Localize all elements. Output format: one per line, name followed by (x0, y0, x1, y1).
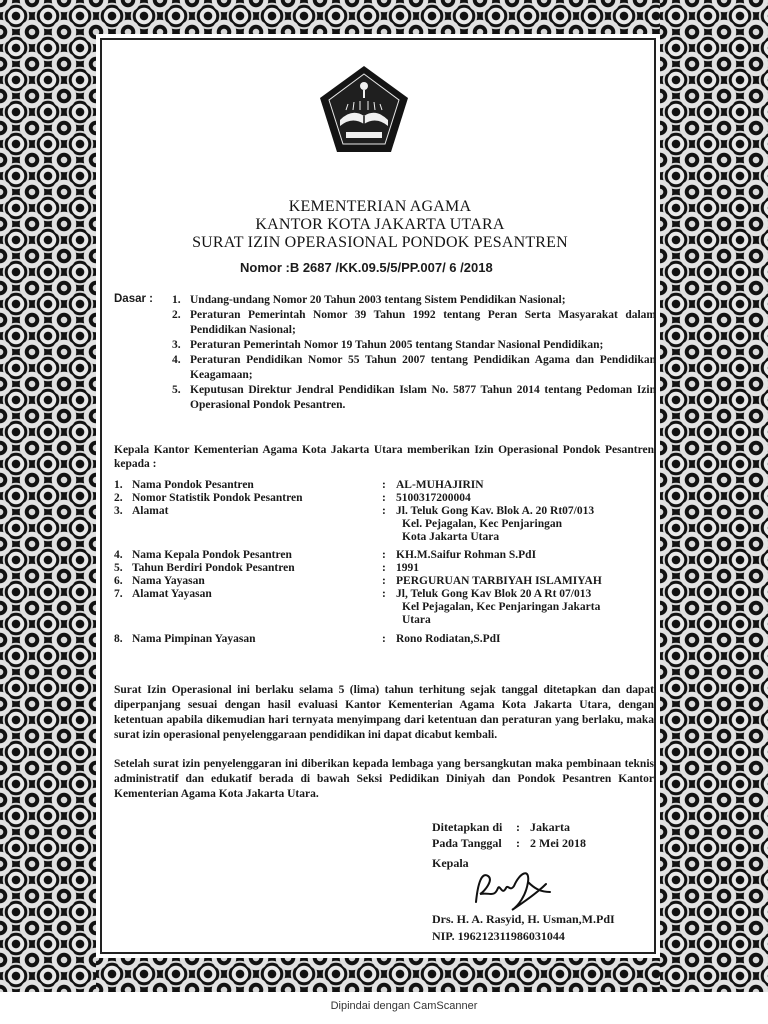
intro-paragraph: Kepala Kantor Kementerian Agama Kota Jakarta Utara memberikan Izin Operasional Pondok Pesantren kepada : (114, 444, 654, 470)
field-colon: : (382, 549, 386, 561)
field-number: 8. (114, 633, 123, 645)
address-line: Kel. Pejagalan, Kec Penjaringan (402, 518, 563, 530)
issued-date-row (432, 836, 586, 851)
field-number: 3. (114, 505, 123, 517)
field-label: Nama Kepala Pondok Pesantren (132, 549, 292, 561)
field-value: Rono Rodiatan,S.PdI (396, 633, 501, 645)
dasar-item-text: Peraturan Pemerintah Nomor 19 Tahun 2005 tentang Standar Nasional Pendidikan; (190, 339, 604, 351)
signatory-nip: NIP. 196212311986031044 (432, 929, 565, 943)
field-number: 7. (114, 588, 123, 600)
dasar-item (172, 308, 656, 338)
ornamental-border-bottom (0, 958, 768, 992)
field-label: Nama Pimpinan Yayasan (132, 633, 256, 645)
document-number: Nomor :B 2687 /KK.09.5/5/PP.007/ 6 /2018 (240, 260, 493, 275)
dasar-item-number: 3. (172, 339, 181, 351)
handwritten-signature (468, 862, 558, 914)
address-line: Kel Pejagalan, Kec Penjaringan Jakarta (402, 601, 601, 613)
field-label: Nama Yayasan (132, 575, 205, 587)
address-line: Kota Jakarta Utara (402, 531, 500, 543)
field-value (396, 505, 659, 544)
field-row (114, 575, 659, 588)
field-row (114, 549, 659, 562)
document-title: SURAT IZIN OPERASIONAL PONDOK PESANTREN (192, 234, 568, 251)
dasar-item (172, 293, 656, 308)
field-row (114, 492, 659, 505)
dasar-item (172, 338, 656, 353)
ornamental-border-right (660, 0, 768, 992)
dasar-item-number: 5. (172, 384, 181, 396)
dasar-item (172, 353, 656, 383)
field-value: AL-MUHAJIRIN (396, 479, 484, 491)
field-row (114, 588, 659, 627)
field-value: 5100317200004 (396, 492, 471, 504)
field-number: 6. (114, 575, 123, 587)
field-label: Nomor Statistik Pondok Pesantren (132, 492, 303, 504)
field-colon: : (382, 505, 386, 517)
dasar-item (172, 383, 656, 413)
field-colon: : (382, 562, 386, 574)
pesantren-details (114, 479, 659, 646)
ornamental-border-left (0, 0, 96, 992)
scanner-footer: Dipindai dengan CamScanner (330, 1000, 478, 1012)
dasar-item-number: 4. (172, 354, 181, 366)
field-value: 1991 (396, 562, 419, 574)
field-label: Alamat Yayasan (132, 588, 212, 600)
issued-at-value: Jakarta (530, 820, 570, 834)
dasar-item-text: Peraturan Pendidikan Nomor 55 Tahun 2007 tentang Pendidikan Agama dan Pendidikan Keagamaan; (190, 354, 656, 381)
field-colon: : (382, 479, 386, 491)
field-label: Alamat (132, 505, 169, 517)
field-value: KH.M.Saifur Rohman S.PdI (396, 549, 537, 561)
address-line: Jl. Teluk Gong Kav. Blok A. 20 Rt07/013 (396, 505, 595, 517)
ministry-title: KEMENTERIAN AGAMA (288, 198, 472, 215)
field-colon: : (382, 575, 386, 587)
dasar-item-number: 2. (172, 309, 181, 321)
signatory-name: Drs. H. A. Rasyid, H. Usman,M.PdI (432, 912, 615, 926)
field-number: 4. (114, 549, 123, 561)
field-colon: : (382, 588, 386, 600)
field-value (396, 588, 659, 627)
dasar-item-text: Undang-undang Nomor 20 Tahun 2003 tentang Sistem Pendidikan Nasional; (190, 294, 566, 306)
issued-at-label: Ditetapkan di (432, 820, 503, 834)
issued-at-row (432, 820, 570, 835)
dasar-item-text: Peraturan Pemerintah Nomor 39 Tahun 1992 tentang Peran Serta Masyarakat dalam Pendidikan Nasional; (190, 309, 656, 336)
issued-date-label: Pada Tanggal (432, 836, 502, 850)
dasar-label: Dasar : (114, 293, 153, 305)
field-colon: : (382, 492, 386, 504)
ornamental-border-top (0, 0, 768, 34)
field-value: PERGURUAN TARBIYAH ISLAMIYAH (396, 575, 602, 587)
field-row (114, 505, 659, 544)
address-line: Utara (402, 614, 431, 626)
address-line: Jl, Teluk Gong Kav Blok 20 A Rt 07/013 (396, 588, 592, 600)
supervision-paragraph: Setelah surat izin penyelenggaran ini diberikan kepada lembaga yang bersangkutan maka pembinaan teknis administratif dan edukatif berada di bawah Seksi Pedidikan Diniyah dan Pondok Pesantren Kantor Kementerian Agama Kota Jakarta Utara. (114, 758, 654, 800)
validity-paragraph: Surat Izin Operasional ini berlaku selama 5 (lima) tahun terhitung sejak tanggal ditetapkan dan dapat diperpanjang sesuai dengan hasil evaluasi Kantor Kementerian Agama Kota Jakarta Utara, dengan ketentuan apabila dikemudian hari ternyata menyimpang dari ketentuan dan peraturan yang berlaku, maka surat izin operasional penyelenggaraan pendidikan ini dapat dicabut kembali. (114, 684, 654, 741)
issued-date-colon: : (516, 836, 520, 850)
field-number: 2. (114, 492, 123, 504)
dasar-item-number: 1. (172, 294, 181, 306)
field-row (114, 633, 659, 646)
issued-at-colon: : (516, 820, 520, 834)
dasar-item-text: Keputusan Direktur Jendral Pendidikan Islam No. 5877 Tahun 2014 tentang Pedoman Izin Operasional Pondok Pesantren. (190, 384, 656, 411)
field-colon: : (382, 633, 386, 645)
field-row (114, 479, 659, 492)
dasar-list (172, 293, 656, 413)
field-number: 5. (114, 562, 123, 574)
field-label: Tahun Berdiri Pondok Pesantren (132, 562, 295, 574)
field-label: Nama Pondok Pesantren (132, 479, 254, 491)
issued-date-value: 2 Mei 2018 (530, 836, 586, 850)
office-title: KANTOR KOTA JAKARTA UTARA (255, 216, 505, 233)
kementerian-agama-emblem-icon (318, 64, 410, 156)
field-row (114, 562, 659, 575)
field-number: 1. (114, 479, 123, 491)
signatory-position: Kepala (432, 856, 469, 870)
